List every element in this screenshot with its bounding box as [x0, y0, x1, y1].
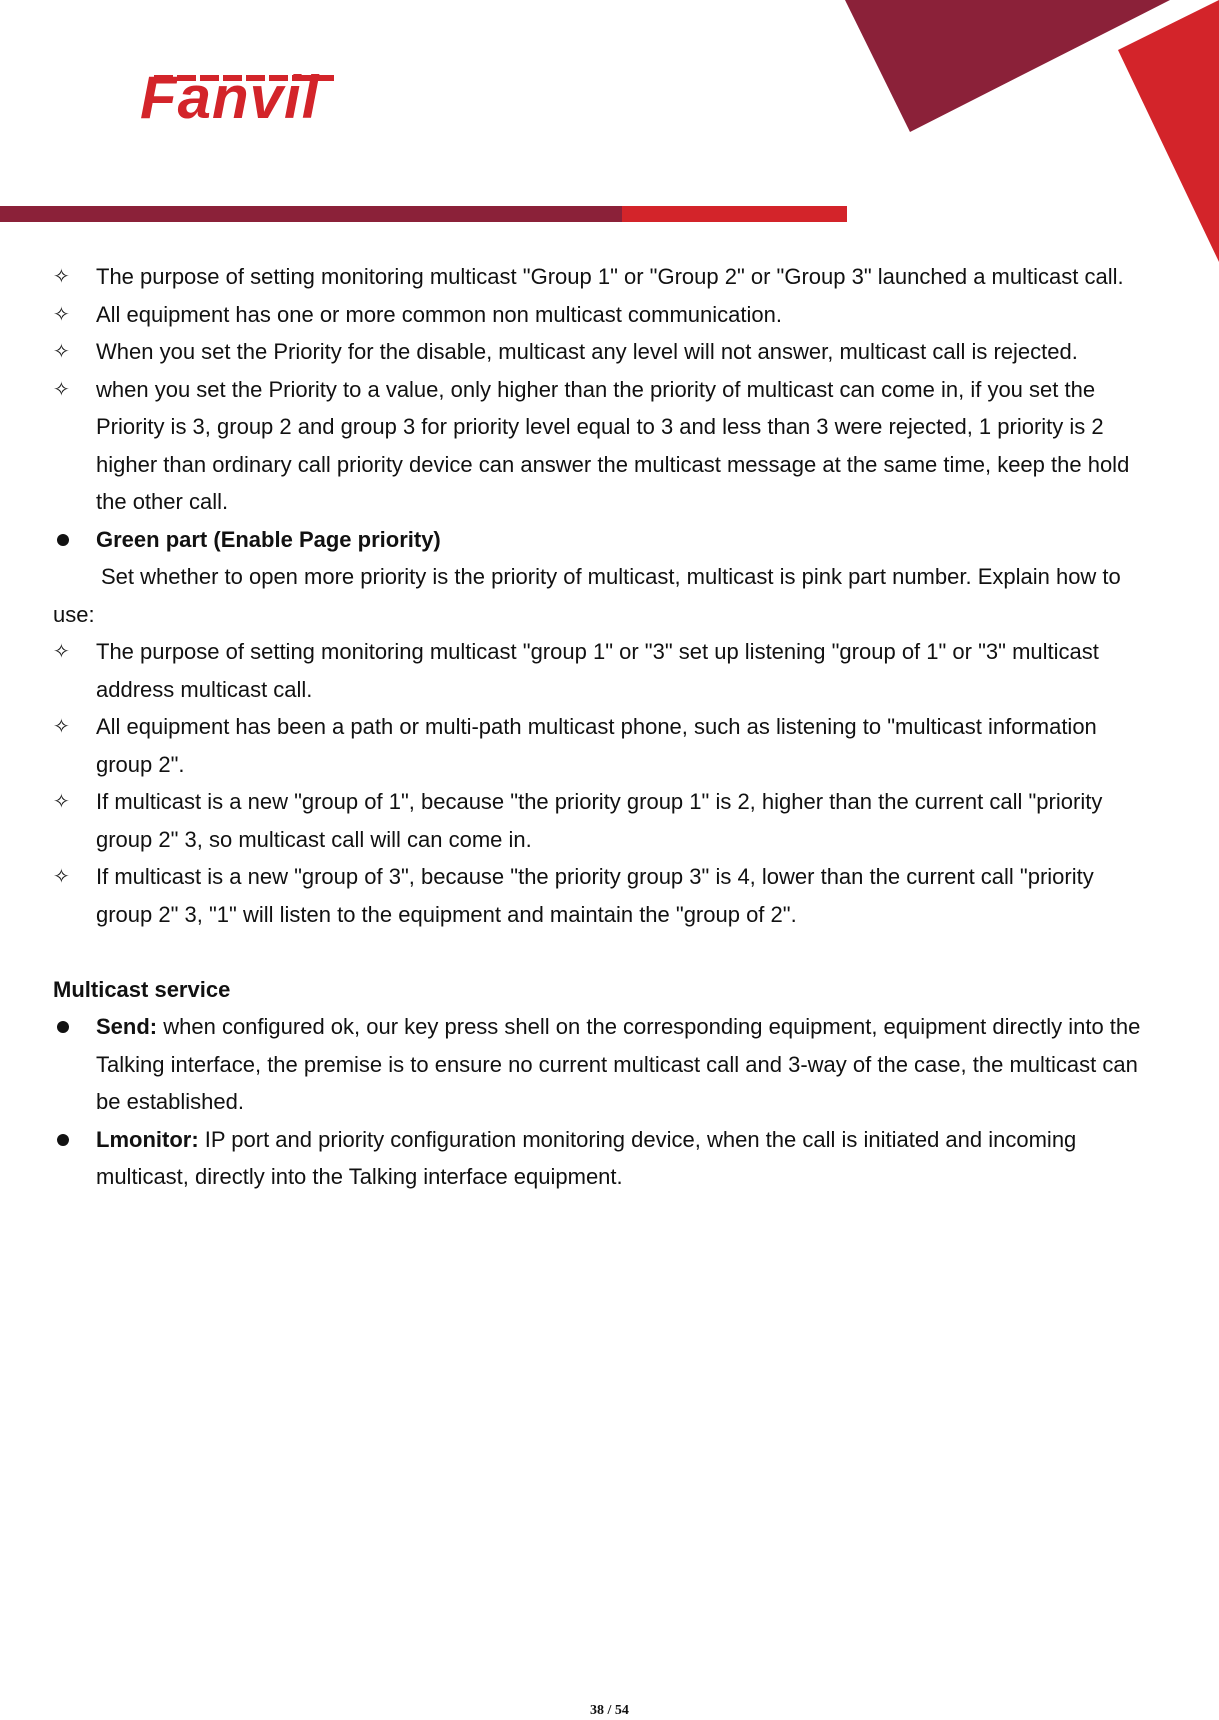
- green-part-heading: Green part (Enable Page priority): [96, 526, 441, 552]
- list-item-text: All equipment has been a path or multi-path multicast phone, such as listening to "multicast information group 2".: [96, 714, 1097, 777]
- header-maroon-triangle: [845, 0, 1170, 132]
- lmonitor-label: Lmonitor:: [96, 1126, 199, 1152]
- list-item-text: If multicast is a new "group of 3", because "the priority group 3" is 4, lower than the current call "priority group 2" 3, "1" will listen to the equipment and maintain the "group of 2".: [96, 864, 1094, 927]
- diamond-bullet-icon: ✧: [53, 714, 70, 738]
- list-item: [53, 258, 1153, 296]
- send-label: Send:: [96, 1014, 158, 1039]
- list-item-text: when you set the Priority to a value, only higher than the priority of multicast can come in, if you set the Priority is 3, group 2 and group 3 for priority level equal to 3 and less than 3 were rejected, 1 priority is 2 higher than ordinary call priority device can answer the multicast message at the same time, keep the hold the other call.: [96, 376, 1130, 514]
- list-item: [53, 858, 1153, 933]
- header-bar-red: [622, 206, 847, 222]
- list-item: [53, 296, 1153, 334]
- diamond-bullet-icon: ✧: [53, 264, 70, 288]
- diamond-bullet-icon: ✧: [53, 376, 70, 401]
- diamond-bullet-icon: ✧: [53, 789, 70, 813]
- list-item-text: If multicast is a new "group of 1", because "the priority group 1" is 2, higher than the current call "priority group 2" 3, so multicast call will can come in.: [96, 789, 1103, 852]
- list-item: [53, 633, 1153, 708]
- diamond-bullet-icon: ✧: [53, 301, 70, 326]
- logo-wordmark: Fanvil: [140, 64, 320, 131]
- round-bullet-icon: [57, 534, 69, 546]
- list-item: [53, 783, 1153, 858]
- list-item-text: When you set the Priority for the disable, multicast any level will not answer, multicast call is rejected.: [96, 339, 1078, 364]
- header-red-triangle: [1118, 0, 1219, 262]
- list-item: [53, 708, 1153, 783]
- diamond-bullet-icon: ✧: [53, 339, 70, 363]
- document-body: [53, 258, 1153, 1196]
- lmonitor-text: IP port and priority configuration monitoring device, when the call is initiated and incoming multicast, directly into the Talking interface equipment.: [96, 1126, 1077, 1189]
- list-item: [53, 333, 1153, 371]
- page-number: 38 / 54: [590, 1703, 629, 1718]
- header-bar-maroon: [0, 206, 622, 222]
- list-item-text: All equipment has one or more common non multicast communication.: [96, 301, 782, 327]
- round-bullet-icon: [57, 1021, 69, 1033]
- diamond-bullet-icon: ✧: [53, 864, 70, 888]
- diamond-bullet-icon: ✧: [53, 639, 70, 663]
- section-green-part: [53, 521, 1153, 559]
- fanvil-logo: [140, 60, 345, 132]
- multicast-service-heading: Multicast service: [53, 976, 231, 1002]
- send-item: [53, 1008, 1153, 1121]
- send-text: when configured ok, our key press shell on the corresponding equipment, equipment directly into the Talking interface, the premise is to ensure no current multicast call and 3-way of the case, the multicast can be established.: [96, 1014, 1141, 1114]
- list-item-text: The purpose of setting monitoring multicast "Group 1" or "Group 2" or "Group 3" launched a multicast call.: [96, 264, 1124, 289]
- list-item: [53, 371, 1153, 521]
- green-part-description: Set whether to open more priority is the priority of multicast, multicast is pink part number. Explain how to use:: [53, 564, 1121, 627]
- header-decoration: [0, 0, 1219, 270]
- list-item-text: The purpose of setting monitoring multicast "group 1" or "3" set up listening "group of 1" or "3" multicast address multicast call.: [96, 639, 1099, 702]
- round-bullet-icon: [57, 1134, 69, 1146]
- blank-line: [53, 933, 1153, 971]
- lmonitor-item: [53, 1121, 1153, 1196]
